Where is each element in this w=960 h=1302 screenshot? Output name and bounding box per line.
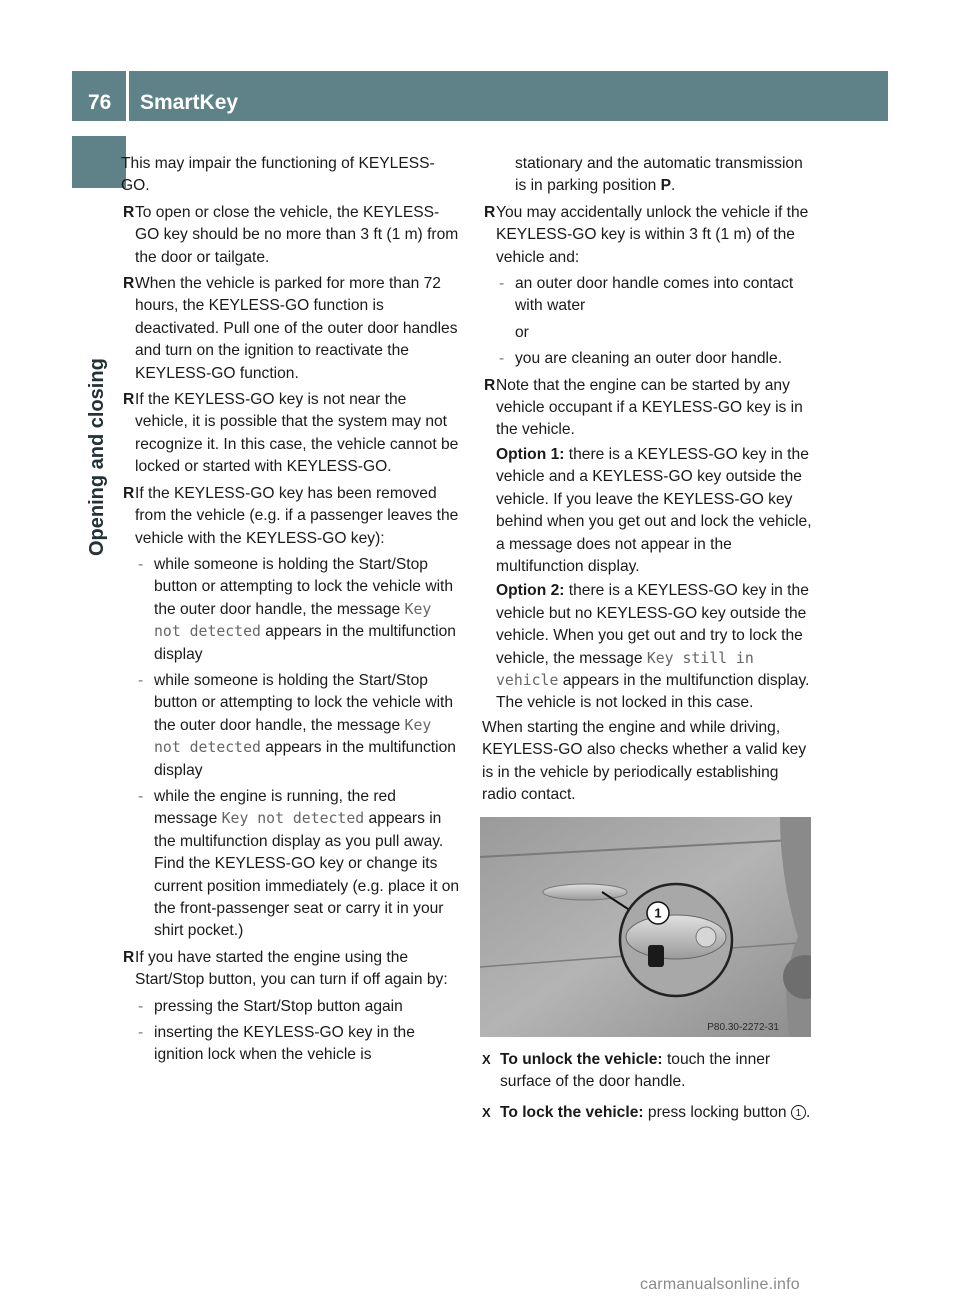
instruction-step: X To lock the vehicle: press locking button 1 .: [482, 1103, 811, 1121]
watermark: carmanualsonline.info: [640, 1276, 800, 1293]
bullet-item: R You may accidentally unlock the vehicle if the KEYLESS-GO key is within 3 ft (1 m) of the vehicle and:: [484, 203, 809, 266]
display-message: Key not detected: [221, 810, 365, 828]
bullet-item: R If the KEYLESS-GO key is not near the vehicle, it is possible that the system may not recognize it. In this case, the vehicle cannot be locked or started with KEYLESS-GO.: [123, 391, 459, 476]
dash-item: - while someone is holding the Start/Stop button or attempting to lock the vehicle with the outer door handle, the message Key not detected appears in the multifunction display: [138, 555, 456, 663]
bullet-item: R If you have started the engine using the Start/Stop button, you can turn if off again by:: [123, 948, 448, 989]
page-title: SmartKey: [140, 91, 239, 114]
steps: [482, 1049, 814, 1124]
page-header: [72, 71, 888, 121]
section-title: Opening and closing: [86, 358, 108, 556]
right-column: [482, 153, 814, 806]
dash-item: - while someone is holding the Start/Stop button or attempting to lock the vehicle with the outer door handle, the message Key not detected appears in the multifunction display: [138, 671, 456, 779]
figure-callout: 1: [654, 905, 662, 921]
bullet-item: R To open or close the vehicle, the KEYLESS-GO key should be no more than 3 ft (1 m) from the door or tailgate.: [123, 203, 459, 266]
option-1: Option 1: there is a KEYLESS-GO key in the vehicle and a KEYLESS-GO key outside the vehicle. If you leave the KEYLESS-GO key behind when you get out and lock the vehicle, a message does not appear in the multifunction display.: [496, 445, 812, 575]
bullet-item: R When the vehicle is parked for more than 72 hours, the KEYLESS-GO function is deactivated. Pull one of the outer door handles and turn on the ignition to reactivate the KEYLESS-GO function.: [123, 275, 458, 382]
display-message: Key still in vehicle: [496, 649, 754, 689]
section-tab: [72, 136, 126, 188]
header-divider: [126, 71, 129, 121]
dash-item: - while the engine is running, the red message Key not detected appears in the multifunction display as you pull away. Find the KEYLESS-GO key or change its current position immediately (e.g. place it on the front-passenger seat or carry it in your shirt pocket.): [138, 787, 460, 940]
page-number: 76: [88, 91, 112, 114]
option-2: Option 2: there is a KEYLESS-GO key in the vehicle but no KEYLESS-GO key outside the vehicle. When you get out and try to lock the vehicle, the message Key still in vehicle appears in the multifunction display. The vehicle is not locked in this case.: [496, 582, 810, 712]
dash-item: - inserting the KEYLESS-GO key in the ignition lock when the vehicle is: [138, 1024, 415, 1064]
left-column: [121, 153, 461, 1067]
callout-ref: 1: [791, 1105, 806, 1120]
dash-item: - pressing the Start/Stop button again: [138, 997, 403, 1015]
figure-code: P80.30-2272-31: [707, 1022, 779, 1033]
display-message: Key not detected: [154, 716, 432, 757]
body-paragraph: When starting the engine and while driving, KEYLESS-GO also checks whether a valid key is in the vehicle by periodically establishing radio contact.: [482, 718, 807, 803]
dash-item: - you are cleaning an outer door handle.: [499, 350, 783, 368]
bullet-item: R Note that the engine can be started by any vehicle occupant if a KEYLESS-GO key is in the vehicle.: [484, 376, 803, 439]
door-handle-illustration: [480, 817, 811, 1037]
instruction-step: X To unlock the vehicle: touch the inner surface of the door handle.: [482, 1051, 771, 1091]
or-text: or: [515, 323, 529, 341]
dash-item: - an outer door handle comes into contact with water: [499, 275, 794, 315]
bullet-item: R If the KEYLESS-GO key has been removed from the vehicle (e.g. if a passenger leaves the vehicle with the KEYLESS-GO key):: [123, 484, 459, 547]
display-message: Key not detected: [154, 600, 432, 641]
intro-text: This may impair the functioning of KEYLESS-GO.: [121, 155, 435, 195]
continued-text: stationary and the automatic transmission is in parking position P.: [515, 155, 803, 195]
door-handle-figure: [480, 817, 811, 1037]
